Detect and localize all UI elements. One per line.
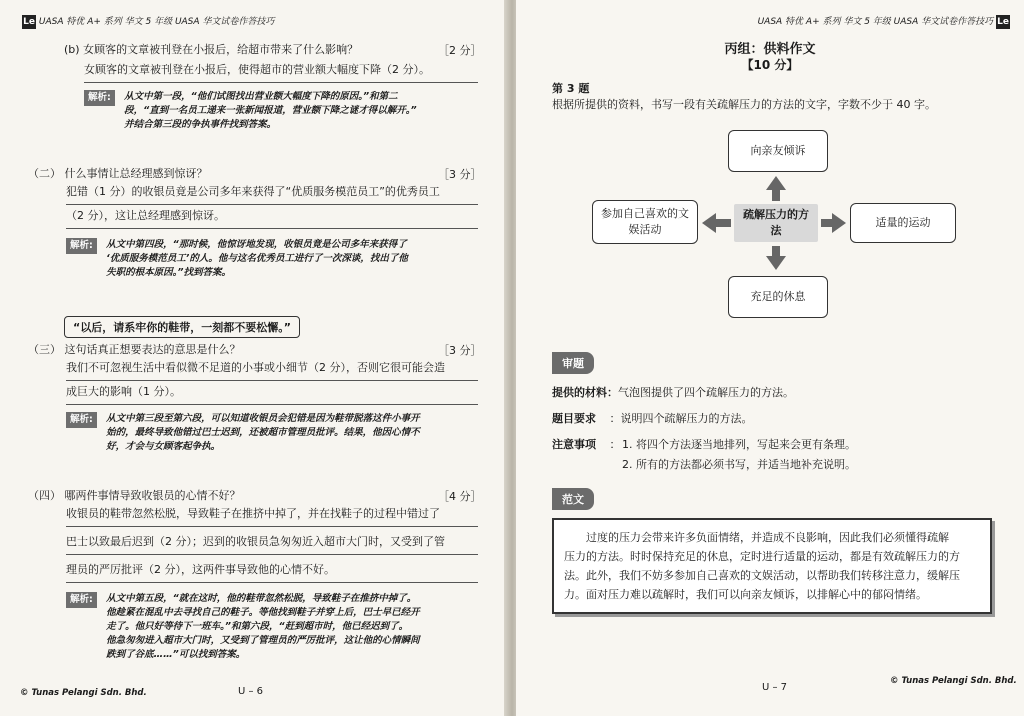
q3-analysis-line: 始的，最终导致他错过巴士迟到，还被超市管理员批评。结果，他因心情不 — [106, 427, 420, 438]
q4-analysis — [66, 592, 420, 662]
section-marks: 【10 分】 — [741, 58, 799, 72]
arrow-up-icon — [766, 176, 786, 190]
left-page — [0, 0, 508, 716]
q2-marks: ［3 分］ — [438, 168, 482, 181]
question-title: 第 3 题 — [552, 82, 590, 95]
essay-line: 法。此外，我们不妨多参加自己喜欢的文娱活动，以帮助我们转移注意力，缓解压 — [564, 569, 960, 582]
q4-analysis-line: 走了。他只好等待下一班车。”和第六段，“赶到超市时，他已经迟到了。 — [106, 621, 409, 632]
arrow-down-shaft — [772, 246, 780, 256]
section-title: 丙组：供料作文 — [724, 42, 816, 57]
q3-answer-line: 我们不可忽视生活中看似微不足道的小事或小细节（2 分），否则它很可能会造 — [66, 356, 478, 381]
shenti-tab: 审题 — [552, 352, 594, 374]
provided-row — [552, 384, 794, 400]
q4-analysis-tag: 解析: — [66, 592, 97, 608]
q2-analysis-tag: 解析: — [66, 238, 97, 254]
q4-marks: ［4 分］ — [438, 490, 482, 503]
q4-analysis-line: 跌到了谷底……”可以找到答案。 — [106, 649, 246, 660]
arrow-left-icon — [702, 213, 716, 233]
note-item: 2. 所有的方法都必须书写，并适当地补充说明。 — [622, 458, 856, 471]
requirement-row — [552, 410, 753, 426]
q3-analysis-tag: 解析: — [66, 412, 97, 428]
requirement-label: 题目要求 — [552, 412, 596, 425]
essay-line: 压力的方法。时时保持充足的休息，定时进行适量的运动，都是有效疏解压力的方 — [564, 550, 960, 563]
quote-box: “以后，请系牢你的鞋带，一刻都不要松懈。” — [64, 316, 300, 338]
provided-label: 提供的材料： — [552, 386, 618, 399]
requirement-text: ：说明四个疏解压力的方法。 — [609, 412, 753, 425]
left-page-number: U – 6 — [238, 686, 264, 697]
q3-marks: ［3 分］ — [438, 344, 482, 357]
qb-analysis-line: 从文中第一段，“他们试图找出营业额大幅度下降的原因。”和第二 — [124, 91, 398, 102]
q4-label: （四） — [28, 489, 61, 502]
q3-question: 这句话真正想要表达的意思是什么？ — [64, 343, 241, 356]
essay-line: 力。面对压力难以疏解时，我们可以向亲友倾诉，以排解心中的郁闷情绪。 — [564, 588, 927, 601]
notes-colon: ： — [609, 438, 621, 451]
qb-analysis-line: 段，“直到一名员工递来一张新闻报道，营业额下降之谜才得以解开。” — [124, 105, 417, 116]
q3-analysis-line: 好，才会与女顾客起争执。 — [106, 441, 221, 452]
q3-answer-line: 成巨大的影响（1 分）。 — [66, 380, 478, 405]
q4-question: 哪两件事情导致收银员的心情不好？ — [64, 489, 241, 502]
q2-answer-line: （2 分），这让总经理感到惊讶。 — [66, 204, 478, 229]
model-essay — [552, 518, 992, 614]
essay-line: 过度的压力会带来许多负面情绪，并造成不良影响，因此我们必须懂得疏解 — [586, 531, 949, 544]
q4-analysis-line: 从文中第五段，“就在这时，他的鞋带忽然松脱，导致鞋子在推挤中掉了。 — [106, 593, 417, 604]
left-header — [22, 14, 274, 29]
q2-answer-line: 犯错（1 分）的收银员竟是公司多年来获得了“优质服务模范员工”的优秀员工 — [66, 180, 478, 205]
q4-answer-line: 收银员的鞋带忽然松脱，导致鞋子在推挤中掉了，并在找鞋子的过程中错过了 — [66, 502, 478, 527]
right-footer: © Tunas Pelangi Sdn. Bhd. — [890, 676, 1017, 686]
diagram-right-box: 适量的运动 — [850, 203, 956, 243]
diagram-bottom-box: 充足的休息 — [728, 276, 828, 318]
q2-question: 什么事情让总经理感到惊讶？ — [64, 167, 208, 180]
fanwen-tab: 范文 — [552, 488, 594, 510]
left-header-text: UASA 特优 A+ 系列 华文 5 年级 UASA 华文试卷作答技巧 — [38, 17, 275, 27]
q4-answer-line: 理员的严厉批评（2 分），这两件事导致他的心情不好。 — [66, 558, 478, 583]
qb-answer: 女顾客的文章被刊登在小报后，使得超市的营业额大幅度下降（2 分）。 — [84, 58, 478, 83]
q2-analysis-line: ‘优质服务模范员工’的人。他与这名优秀员工进行了一次深谈，找出了他 — [106, 253, 408, 264]
q3-label: （三） — [28, 343, 61, 356]
q4-answer-line: 巴士以致最后迟到（2 分）；迟到的收银员急匆匆近入超市大门时，又受到了管 — [66, 530, 478, 555]
diagram-center-box: 疏解压力的方法 — [734, 204, 818, 242]
logo-icon: Le — [23, 16, 35, 27]
diagram-left-box: 参加自己喜欢的文娱活动 — [592, 200, 698, 244]
qb-label: (b) — [64, 43, 80, 56]
provided-text: 气泡图提供了四个疏解压力的方法。 — [618, 386, 794, 399]
right-header-text: UASA 特优 A+ 系列 华文 5 年级 UASA 华文试卷作答技巧 — [757, 17, 994, 27]
q3-analysis — [66, 412, 420, 454]
arrow-down-icon — [766, 256, 786, 270]
right-header — [758, 14, 1010, 29]
qb-analysis — [84, 90, 417, 132]
qb-analysis-line: 并结合第三段的争执事件找到答案。 — [124, 119, 277, 130]
right-page-number: U – 7 — [762, 682, 788, 693]
q2-label: （二） — [28, 167, 61, 180]
qb-marks: ［2 分］ — [438, 44, 482, 57]
qb-analysis-tag: 解析: — [84, 90, 115, 106]
diagram-top-box: 向亲友倾诉 — [728, 130, 828, 172]
q2-analysis — [66, 238, 408, 280]
q2-analysis-line: 从文中第四段，“那时候，他惊讶地发现，收银员竟是公司多年来获得了 — [106, 239, 407, 250]
note-item: 1. 将四个方法逐当地排列，写起来会更有条理。 — [622, 438, 856, 451]
arrow-left-shaft — [715, 219, 731, 227]
qb-question: 女顾客的文章被刊登在小报后，给超市带来了什么影响？ — [83, 43, 359, 56]
q4-analysis-line: 他趁紧在混乱中去寻找自己的鞋子。等他找到鞋子并穿上后，巴士早已经开 — [106, 607, 420, 618]
q2-analysis-line: 失职的根本原因。”找到答案。 — [106, 267, 231, 278]
arrow-up-shaft — [772, 189, 780, 201]
qb-question-row — [64, 42, 358, 58]
instruction: 根据所提供的资料，书写一段有关疏解压力的方法的文字，字数不少于 40 字。 — [552, 98, 936, 111]
q3-analysis-line: 从文中第三段至第六段，可以知道收银员会犯错是因为鞋带脱落这件小事开 — [106, 413, 420, 424]
left-footer: © Tunas Pelangi Sdn. Bhd. — [20, 688, 147, 698]
q4-analysis-line: 他急匆匆进入超市大门时，又受到了管理员的严厉批评，这让他的心情瞬间 — [106, 635, 420, 646]
arrow-right-icon — [832, 213, 846, 233]
logo-icon: Le — [997, 16, 1009, 27]
right-page — [516, 0, 1024, 716]
notes-row — [552, 436, 621, 452]
notes-label: 注意事项 — [552, 438, 596, 451]
